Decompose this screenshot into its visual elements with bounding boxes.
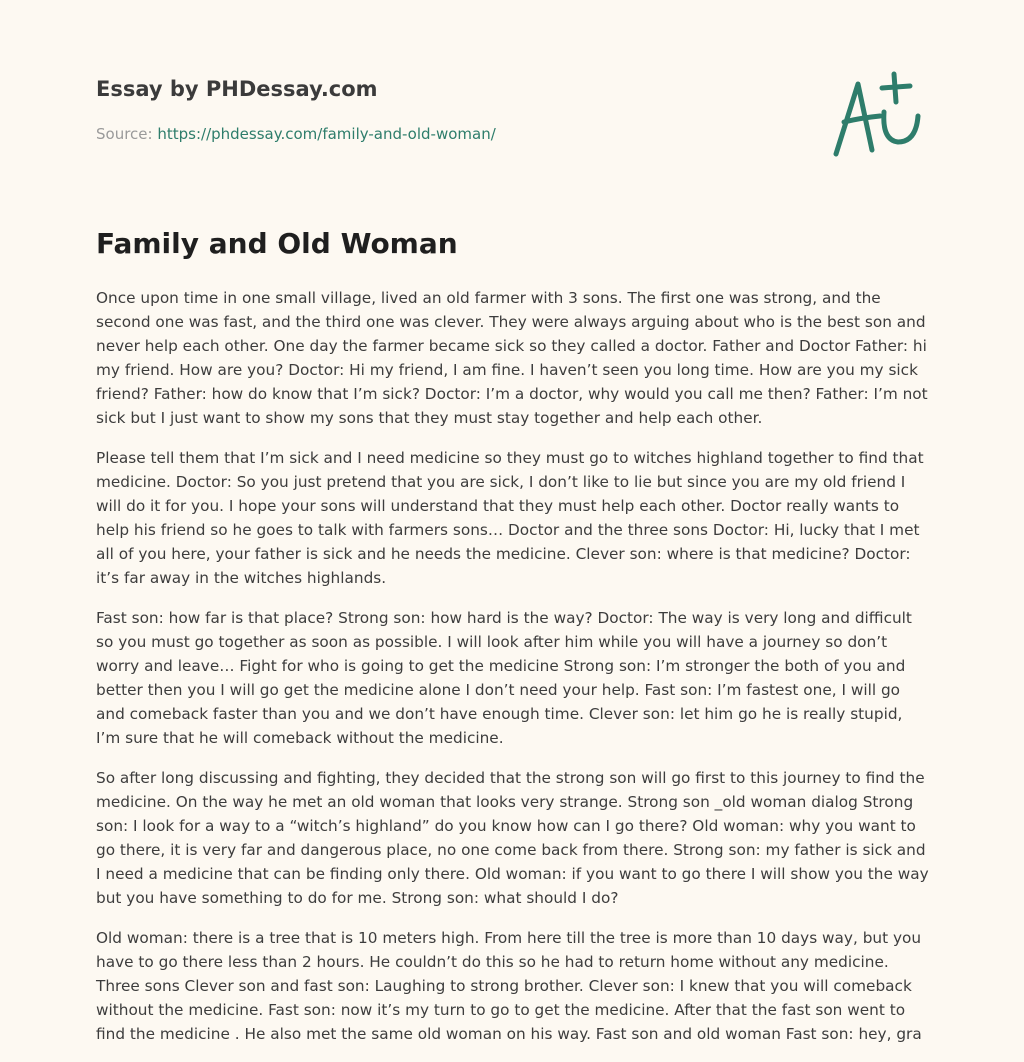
essay-paragraph: Once upon time in one small village, lived an old farmer with 3 sons. The first one was strong, and the second one was fast, and the third one was clever. They were always arguing about who is the best son and never help each other. One day the farmer became sick so they called a doctor. Father and Doctor Father: hi my friend. How are you? Doctor: Hi my friend, I am fine. I haven’t seen you long time. How are you my sick friend? Father: how do know that I’m sick? Doctor: I’m a doctor, why would you call me then? Father: I’m not sick but I just want to show my sons that they must stay together and help each other. [96, 289, 928, 427]
essay-paragraph: Old woman: there is a tree that is 10 meters high. From here till the tree is more than 10 days way, but you have to go there less than 2 hours. He couldn’t do this so he had to return home without any medicine. Three sons Clever son and fast son: Laughing to strong brother. Clever son: I knew that you will comeback without the medicine. Fast son: now it’s my turn to go to get the medicine. After that the fast son went to find the medicine . He also met the same old woman on his way. Fast son and old woman Fast son: hey, gra [96, 929, 922, 1043]
essay-body [96, 286, 930, 1062]
a-plus-logo-icon [828, 66, 928, 162]
essay-paragraph: Fast son: how far is that place? Strong son: how hard is the way? Doctor: The way is very long and difficult so you must go together as soon as possible. I will look after him while you will have a journey so don’t worry and leave… Fight for who is going to get the medicine Strong son: I’m stronger the both of you and better then you I will go get the medicine alone I don’t need your help. Fast son: I’m fastest one, I will go and comeback faster than you and we don’t have enough time. Clever son: let him go he is really stupid, I’m sure that he will comeback without the medicine. [96, 609, 912, 747]
essay-paragraph: Please tell them that I’m sick and I need medicine so they must go to witches highland together to find that medicine. Doctor: So you just pretend that you are sick, I don’t like to lie but since you are my old friend I will do it for you. I hope your sons will understand that they must help each other. Doctor really wants to help his friend so he goes to talk with farmers sons… Doctor and the three sons Doctor: Hi, lucky that I met all of you here, your father is sick and he needs the medicine. Clever son: where is that medicine? Doctor: it’s far away in the witches highlands. [96, 449, 924, 587]
source-link[interactable]: https://phdessay.com/family-and-old-woman/ [157, 125, 496, 143]
essay-title: Family and Old Woman [96, 227, 458, 260]
essay-paragraph: So after long discussing and fighting, they decided that the strong son will go first to this journey to find the medicine. On the way he met an old woman that looks very strange. Strong son _old woman dialog Strong son: I look for a way to a “witch’s highland” do you know how can I go there? Old woman: why you want to go there, it is very far and dangerous place, no one come back from there. Strong son: my father is sick and I need a medicine that can be finding only there. Old woman: if you want to go there I will show you the way but you have something to do for me. Strong son: what should I do? [96, 769, 929, 907]
source-label: Source: [96, 125, 153, 143]
page-header [96, 74, 928, 174]
source-line [96, 124, 928, 144]
site-brand: Essay by PHDessay.com [96, 77, 378, 101]
